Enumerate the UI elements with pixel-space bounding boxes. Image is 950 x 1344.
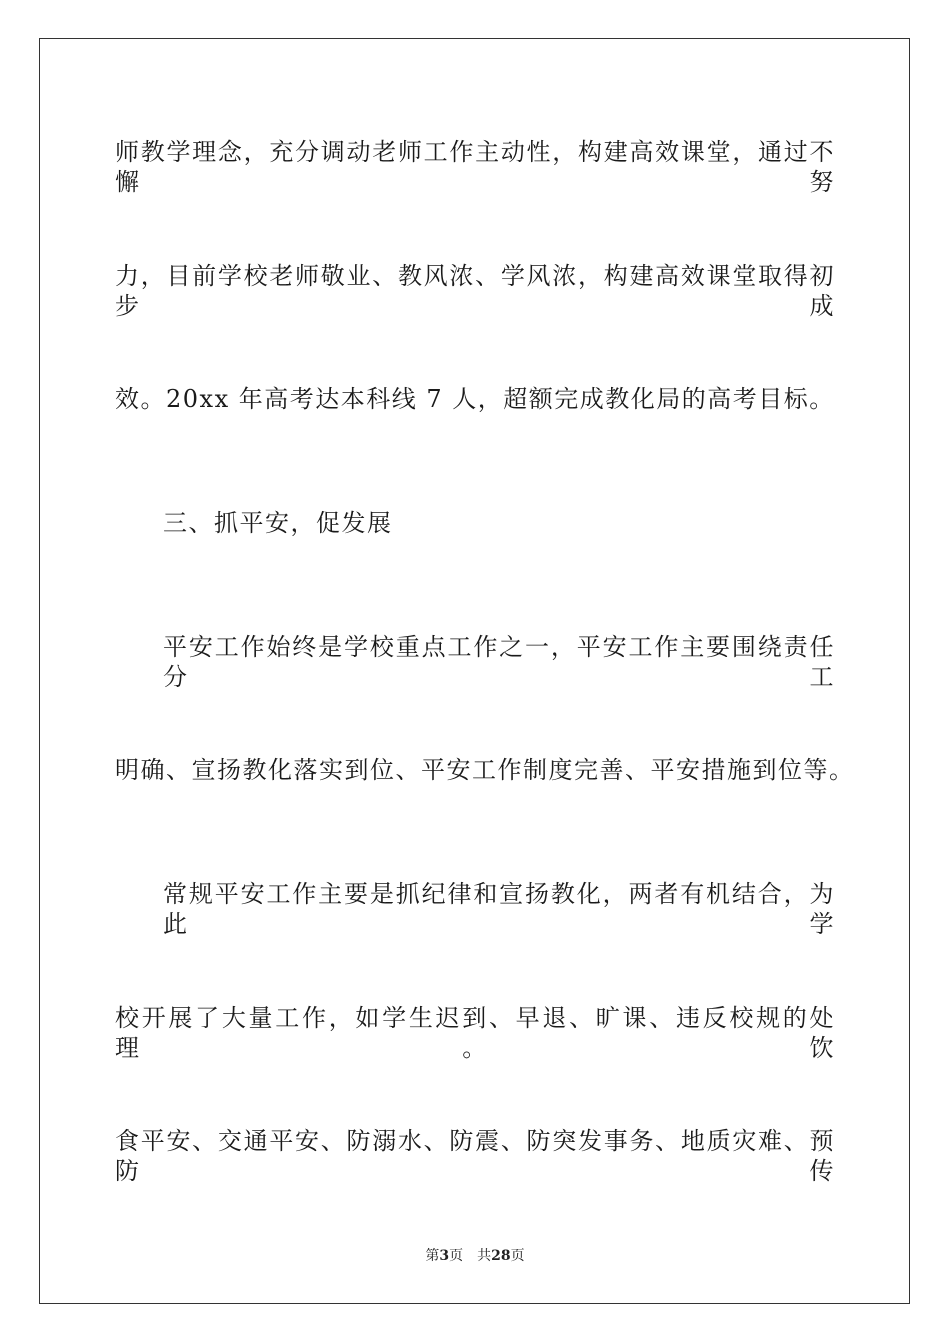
footer-total-pages: 28 <box>491 1248 511 1264</box>
text-line-9: 食平安、交通平安、防溺水、防震、防突发事务、地质灾难、预防传 <box>115 1127 835 1185</box>
page-footer <box>0 1247 950 1265</box>
footer-page-number: 3 <box>439 1248 450 1264</box>
text-line-8: 校开展了大量工作，如学生迟到、早退、旷课、违反校规的处理。饮 <box>115 1004 835 1062</box>
text-line-7: 常规平安工作主要是抓纪律和宣扬教化，两者有机结合，为此学 <box>163 880 835 938</box>
footer-total-prefix: 共 <box>477 1248 492 1264</box>
text-line-2: 力，目前学校老师敬业、教风浓、学风浓，构建高效课堂取得初步成 <box>115 262 835 320</box>
text-line-1: 师教学理念，充分调动老师工作主动性，构建高效课堂，通过不懈努 <box>115 138 835 196</box>
text-line-3: 效。20xx 年高考达本科线 7 人，超额完成教化局的高考目标。 <box>115 385 835 413</box>
footer-page-suffix: 页 <box>449 1248 464 1264</box>
footer-page-prefix: 第 <box>425 1248 440 1264</box>
text-line-6: 明确、宣扬教化落实到位、平安工作制度完善、平安措施到位等。 <box>115 756 855 784</box>
text-line-5: 平安工作始终是学校重点工作之一，平安工作主要围绕责任分工 <box>163 633 835 691</box>
footer-total-suffix: 页 <box>510 1248 525 1264</box>
section-heading: 三、抓平安，促发展 <box>163 509 393 537</box>
